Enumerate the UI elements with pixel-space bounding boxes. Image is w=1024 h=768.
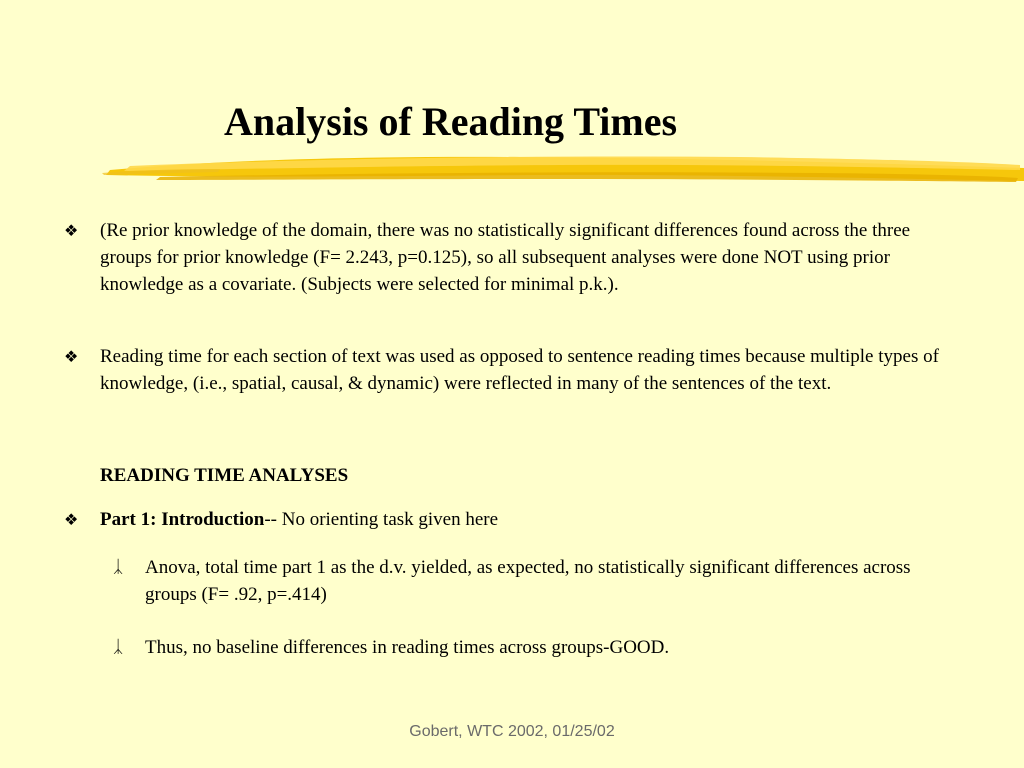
part1-label: Part 1: Introduction <box>100 509 265 530</box>
arrow-bullet-icon: ᛣ <box>113 557 124 577</box>
slide-title: Analysis of Reading Times <box>224 99 678 144</box>
diamond-bullet-icon: ❖ <box>64 510 79 529</box>
sub-bullet-text: Anova, total time part 1 as the d.v. yielded, as expected, no statistically significant differences across groups (F= .92, p=.414) <box>145 557 911 605</box>
diamond-bullet-icon: ❖ <box>64 347 79 366</box>
sub-bullet-text: Thus, no baseline differences in reading times across groups-GOOD. <box>145 637 670 658</box>
bullet-text: Reading time for each section of text was used as opposed to sentence reading times because multiple types of knowledge, (i.e., spatial, causal, & dynamic) were reflected in many of the sentences of the text. <box>100 346 939 394</box>
slide-footer: Gobert, WTC 2002, 01/25/02 <box>409 723 615 740</box>
arrow-bullet-icon: ᛣ <box>113 637 124 657</box>
diamond-bullet-icon: ❖ <box>64 221 79 240</box>
bullet-text: (Re prior knowledge of the domain, there was no statistically significant differences found across the three groups for prior knowledge (F= 2.243, p=0.125), so all subsequent analyses were done NOT using prior knowledge as a covariate. (Subjects were selected for minimal p.k.). <box>100 220 911 295</box>
brush-stroke-underline <box>100 148 1024 188</box>
part1-line <box>100 506 964 533</box>
section-heading: READING TIME ANALYSES <box>100 465 349 486</box>
part1-text: -- No orienting task given here <box>264 509 499 530</box>
